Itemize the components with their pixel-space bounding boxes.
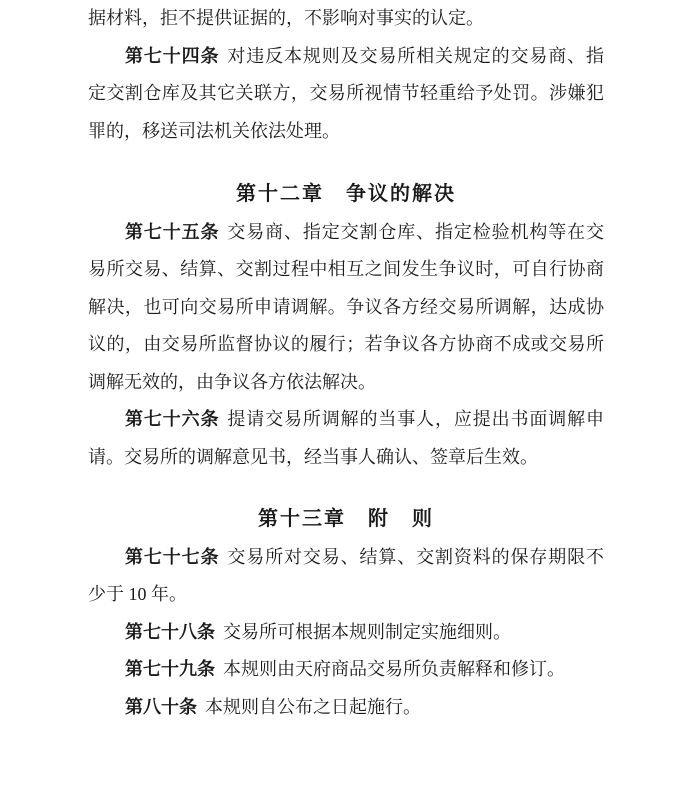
line-text: 交易商、指定交割仓库、指定检验机构等在交 bbox=[227, 221, 604, 242]
paragraph-line bbox=[88, 576, 604, 614]
line-text: 交易所可根据本规则制定实施细则。 bbox=[223, 621, 511, 642]
paragraph-line bbox=[88, 539, 604, 577]
article-number: 第七十四条 bbox=[125, 45, 220, 66]
article-number: 第八十条 bbox=[125, 696, 197, 717]
paragraph-line bbox=[88, 651, 604, 689]
paragraph-line bbox=[88, 364, 604, 402]
paragraph-line bbox=[88, 75, 604, 113]
line-text: 易所交易、结算、交割过程中相互之间发生争议时，可自行协商 bbox=[88, 259, 604, 279]
chapter-heading: 第十二章 争议的解决 bbox=[236, 183, 456, 205]
paragraph-line bbox=[88, 38, 604, 76]
paragraph-line bbox=[88, 214, 604, 252]
line-text: 对违反本规则及交易所相关规定的交易商、指 bbox=[227, 45, 604, 66]
line-text: 请。交易所的调解意见书，经当事人确认、签章后生效。 bbox=[88, 446, 538, 467]
line-text: 议的，由交易所监督协议的履行；若争议各方协商不成或交易所 bbox=[88, 334, 604, 354]
paragraph-line bbox=[88, 401, 604, 439]
line-text: 罪的，移送司法机关依法处理。 bbox=[88, 120, 340, 141]
line-text: 解决，也可向交易所申请调解。争议各方经交易所调解，达成协 bbox=[88, 296, 604, 317]
article-number: 第七十五条 bbox=[125, 221, 220, 242]
paragraph-line bbox=[88, 113, 604, 151]
chapter-heading: 第十三章 附 则 bbox=[258, 508, 434, 530]
paragraph-line bbox=[88, 439, 604, 477]
paragraph-line bbox=[88, 614, 604, 652]
paragraph-line bbox=[88, 289, 604, 327]
line-text: 定交割仓库及其它关联方，交易所视情节轻重给予处罚。涉嫌犯 bbox=[88, 83, 604, 103]
article-number: 第七十七条 bbox=[125, 546, 220, 567]
line-text: 本规则由天府商品交易所负责解释和修订。 bbox=[223, 659, 565, 679]
paragraph-line bbox=[88, 689, 604, 727]
paragraph-line bbox=[88, 0, 604, 38]
line-text: 提请交易所调解的当事人，应提出书面调解申 bbox=[227, 409, 604, 429]
line-text: 据材料，拒不提供证据的，不影响对事实的认定。 bbox=[88, 8, 484, 28]
paragraph-line bbox=[88, 326, 604, 364]
line-text: 少于 10 年。 bbox=[88, 584, 187, 604]
line-text: 交易所对交易、结算、交割资料的保存期限不 bbox=[227, 546, 604, 567]
article-number: 第七十九条 bbox=[125, 659, 215, 679]
line-text: 调解无效的，由争议各方依法解决。 bbox=[88, 371, 376, 392]
paragraph-line bbox=[88, 251, 604, 289]
article-number: 第七十六条 bbox=[125, 409, 220, 429]
line-text: 本规则自公布之日起施行。 bbox=[205, 696, 421, 717]
article-number: 第七十八条 bbox=[125, 621, 215, 642]
